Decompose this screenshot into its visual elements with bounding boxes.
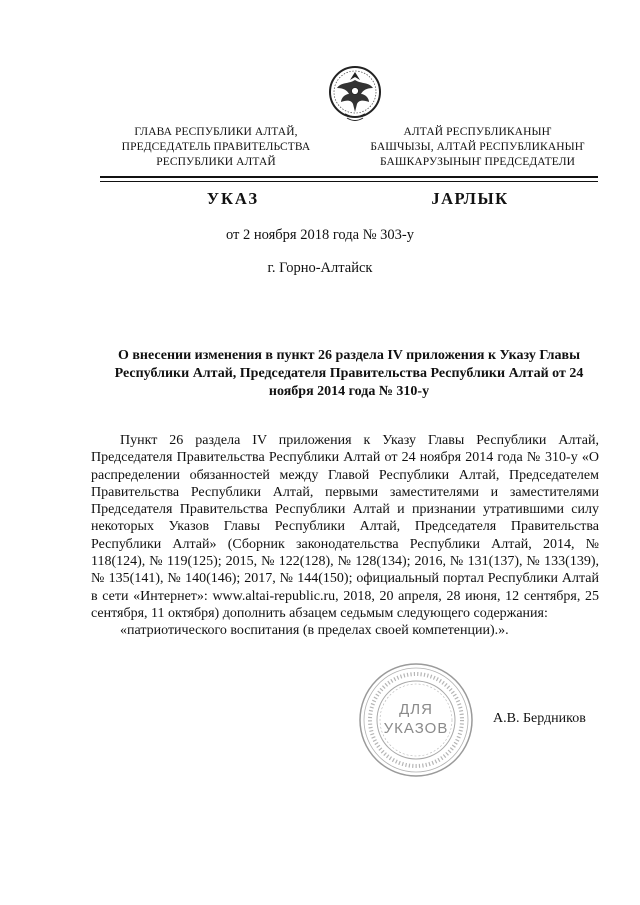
header-right-block bbox=[355, 125, 600, 170]
stamp-text: ДЛЯ bbox=[399, 701, 433, 718]
header-rule-thick bbox=[100, 176, 598, 178]
header-right-line: БАШКАРУЗЫНЫҤ ПРЕДСЕДАТЕЛИ bbox=[379, 156, 576, 168]
header-left-line: ГЛАВА РЕСПУБЛИКИ АЛТАЙ, bbox=[134, 126, 298, 138]
doc-type-russian: УКАЗ bbox=[206, 189, 260, 208]
body-paragraph: «патриотического воспитания (в пределах своей компетенции).». bbox=[120, 623, 509, 639]
header-right-line: БАШЧЫЗЫ, АЛТАЙ РЕСПУБЛИКАНЫҤ bbox=[370, 141, 585, 153]
document-city: г. Горно-Алтайск bbox=[267, 260, 373, 276]
coat-of-arms-emblem bbox=[327, 60, 383, 126]
header-left-block bbox=[106, 125, 326, 170]
header-rule-thin bbox=[100, 181, 598, 182]
document-date: от 2 ноября 2018 года № 303-у bbox=[226, 227, 414, 243]
signature-name: А.В. Бердников bbox=[493, 711, 586, 726]
stamp-text: УКАЗОВ bbox=[383, 720, 449, 737]
header-right-line: АЛТАЙ РЕСПУБЛИКАНЫҤ bbox=[403, 126, 552, 138]
document-body bbox=[91, 432, 599, 640]
doc-type-altai: JАРЛЫК bbox=[431, 189, 509, 208]
document-title: О внесении изменения в пункт 26 раздела IV приложения к Указу Главы Республики Алтай, Председателя Правительства Республики Алтай от 24 ноября 2014 года № 310-у bbox=[114, 348, 584, 399]
stamp-seal bbox=[357, 661, 475, 779]
header-left-line: РЕСПУБЛИКИ АЛТАЙ bbox=[156, 156, 276, 168]
body-paragraph: Пункт 26 раздела IV приложения к Указу Главы Республики Алтай, Председателя Правительства Республики Алтай от 24 ноября 2014 года № 310-у «О распределении обязанностей между Главой Республики Алтай, Председателем Правительства Республики Алтай, первыми заместителями и заместителями Председателя Правительства Республики Алтай и признании утратившими силу некоторых Указов Главы Республики Алтай, Председателя Правительства Республики Алтай» (Сборник законодательства Республики Алтай, 2014, № 118(124), № 119(125); 2015, № 122(128), № 128(134); 2016, № 131(137), № 133(139), № 135(141), № 140(146); 2017, № 144(150); официальный портал Республики Алтай в сети «Интернет»: www.altai-republic.ru, 2018, 20 апреля, 28 июня, 12 сентября, 25 сентября, 11 октября) дополнить абзацем седьмым следующего содержания: bbox=[91, 433, 599, 621]
header-left-line: ПРЕДСЕДАТЕЛЬ ПРАВИТЕЛЬСТВА bbox=[121, 141, 311, 153]
